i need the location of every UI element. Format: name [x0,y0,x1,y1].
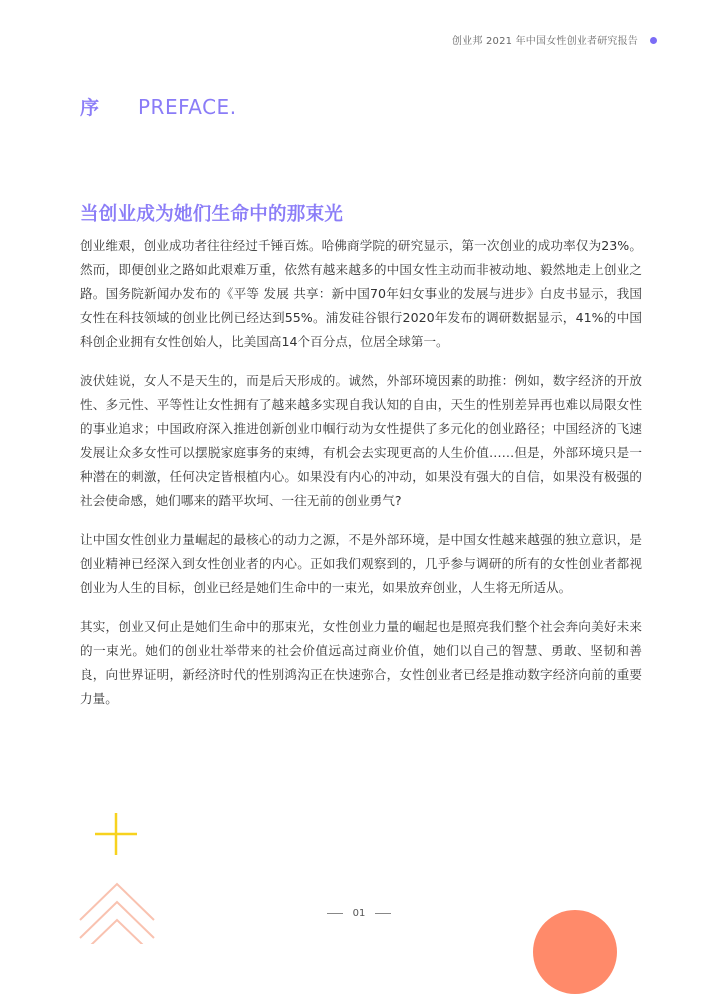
preface-label-cn: 序 [80,97,100,119]
page-number [0,908,718,919]
paragraph: 让中国女性创业力量崛起的最核心的动力之源，不是外部环境，是中国女性越来越强的独立意识，是创业精神已经深入到女性创业者的内心。正如我们观察到的，几乎参与调研的所有的女性创业者都视创业为人生的目标，创业已经是她们生命中的一束光，如果放弃创业，人生将无所适从。 [80,532,642,595]
body-text [80,234,642,726]
paragraph: 其实，创业又何止是她们生命中的那束光，女性创业力量的崛起也是照亮我们整个社会奔向美好未来的一束光。她们的创业壮举带来的社会价值远高过商业价值，她们以自己的智慧、勇敢、坚韧和善良，向世界证明，新经济时代的性别鸿沟正在快速弥合，女性创业者已经是推动数字经济向前的重要力量。 [80,619,642,706]
preface-label-en: PREFACE. [138,95,237,119]
page-number-dash [375,913,391,914]
paragraph: 创业维艰，创业成功者往往经过千锤百炼。哈佛商学院的研究显示，第一次创业的成功率仅为23%。然而，即便创业之路如此艰难万重，依然有越来越多的中国女性主动而非被动地、毅然地走上创业之路。国务院新闻办发布的《平等 发展 共享：新中国70年妇女事业的发展与进步》白皮书显示，我国女性在科技领域的创业比例已经达到55%。浦发硅谷银行2020年发布的调研数据显示，41%的中国科创企业拥有女性创始人，比美国高14个百分点，位居全球第一。 [80,238,642,349]
section-title: 当创业成为她们生命中的那束光 [80,204,344,225]
page-number-dash [327,913,343,914]
header-dot-icon [650,37,657,44]
paragraph: 波伏娃说，女人不是天生的，而是后天形成的。诚然，外部环境因素的助推：例如，数字经济的开放性、多元性、平等性让女性拥有了越来越多实现自我认知的自由，天生的性别差异再也难以局限女性的事业追求；中国政府深入推进创新创业巾帼行动为女性提供了多元化的创业路径；中国经济的飞速发展让众多女性可以摆脱家庭事务的束缚，有机会去实现更高的人生价值……但是，外部环境只是一种潜在的刺激，任何决定皆根植内心。如果没有内心的冲动，如果没有强大的自信，如果没有极强的社会使命感，她们哪来的踏平坎坷、一往无前的创业勇气? [80,373,642,508]
preface-heading [80,93,237,120]
plus-decoration-icon [95,813,137,855]
page-number-text: 01 [352,908,366,919]
report-header-title: 创业邦 2021 年中国女性创业者研究报告 [451,36,638,47]
circle-decoration [533,910,617,994]
